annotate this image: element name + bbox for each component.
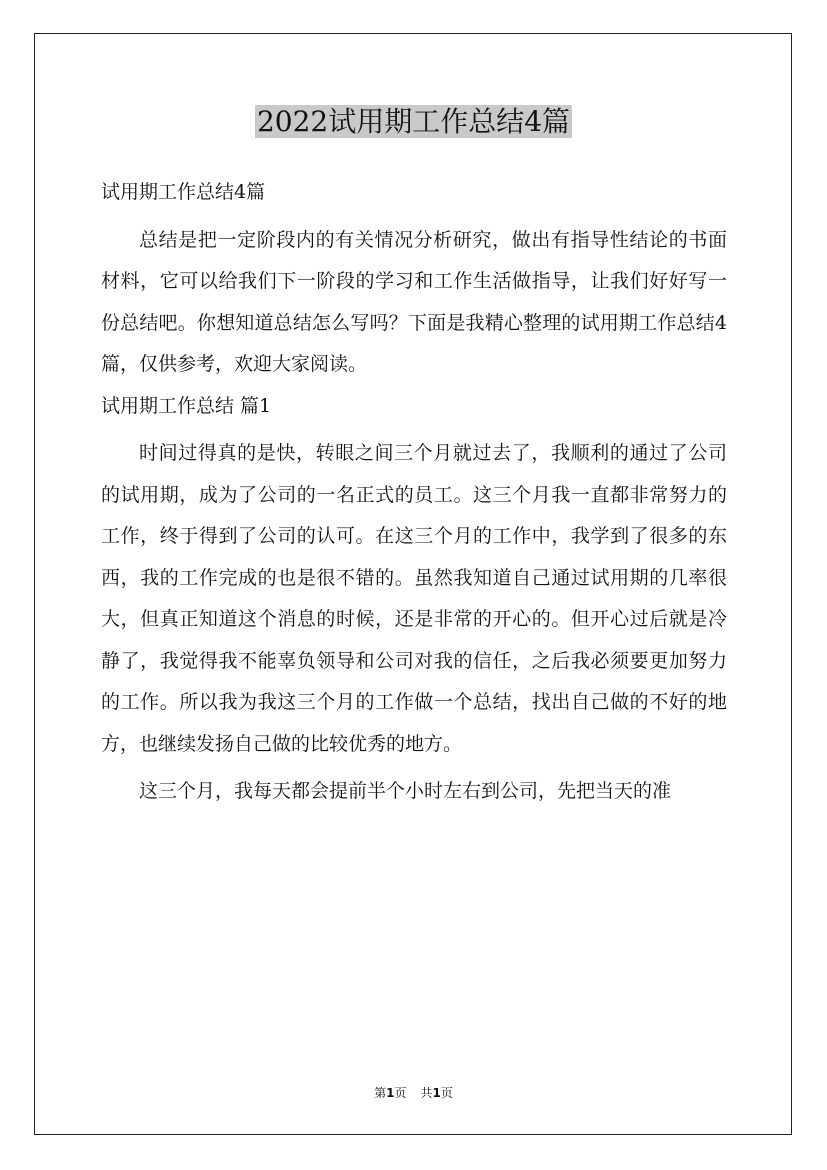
page-footer bbox=[0, 1085, 827, 1101]
document-subtitle: 试用期工作总结4篇 bbox=[101, 181, 266, 203]
body-paragraph: 时间过得真的是快，转眼之间三个月就过去了，我顺利的通过了公司的试用期，成为了公司的一名正式的员工。这三个月我一直都非常努力的工作，终于得到了公司的认可。在这三个月的工作中，我学到了很多的东西，我的工作完成的也是很不错的。虽然我知道自己通过试用期的几率很大，但真正知道这个消息的时候，还是非常的开心的。但开心过后就是冷静了，我觉得我不能辜负领导和公司对我的信任，之后我必须要更加努力的工作。所以我为我这三个月的工作做一个总结，找出自己做的不好的地方，也继续发扬自己做的比较优秀的地方。 bbox=[101, 442, 727, 755]
section-heading: 试用期工作总结 篇1 bbox=[101, 394, 272, 417]
document-title-text: 2022试用期工作总结4篇 bbox=[256, 105, 571, 138]
intro-paragraph: 总结是把一定阶段内的有关情况分析研究，做出有指导性结论的书面材料，它可以给我们下一阶段的学习和工作生活做指导，让我们好好写一份总结吧。你想知道总结怎么写吗？下面是我精心整理的试用期工作总结4篇，仅供参考，欢迎大家阅读。 bbox=[101, 228, 727, 375]
body-paragraph: 这三个月，我每天都会提前半个小时左右到公司，先把当天的准 bbox=[139, 780, 672, 802]
page-prefix: 第 bbox=[374, 1086, 387, 1100]
document-body bbox=[101, 172, 727, 813]
total-prefix: 共 bbox=[420, 1086, 433, 1100]
document-title bbox=[0, 100, 827, 144]
page-suffix: 页 bbox=[394, 1086, 407, 1100]
total-suffix: 页 bbox=[440, 1086, 453, 1100]
page-number: 1 bbox=[386, 1086, 395, 1100]
total-pages: 1 bbox=[432, 1086, 441, 1100]
